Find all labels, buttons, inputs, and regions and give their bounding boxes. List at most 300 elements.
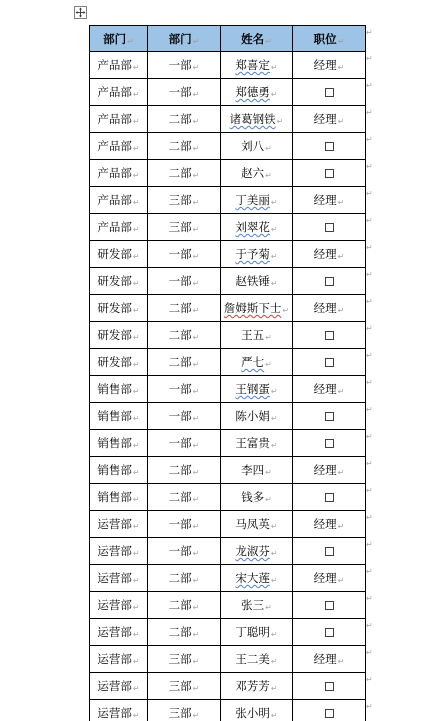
paragraph-mark-icon: ↵ bbox=[132, 360, 140, 369]
checkbox-icon bbox=[325, 358, 334, 367]
paragraph-mark-icon: ↵ bbox=[192, 603, 200, 612]
group-cell-text: 一部 bbox=[168, 274, 192, 288]
paragraph-mark-icon: ↵ bbox=[265, 603, 272, 612]
group-cell-text: 一部 bbox=[168, 247, 192, 261]
paragraph-mark-icon: ↵ bbox=[192, 279, 200, 288]
group-cell-text: 三部 bbox=[168, 706, 192, 720]
paragraph-mark-icon: ↵ bbox=[192, 441, 200, 450]
title-cell[interactable] bbox=[293, 538, 366, 565]
paragraph-mark-icon: ↵ bbox=[265, 495, 272, 504]
paragraph-mark-icon: ↵ bbox=[270, 549, 278, 558]
group-cell-text: 三部 bbox=[168, 679, 192, 693]
name-cell[interactable] bbox=[221, 457, 293, 484]
title-cell[interactable] bbox=[293, 106, 366, 133]
dept-cell-text: 产品部 bbox=[97, 166, 132, 180]
paragraph-mark-icon: ↵ bbox=[192, 576, 200, 585]
group-cell-text: 二部 bbox=[168, 328, 192, 342]
group-cell-text: 三部 bbox=[168, 220, 192, 234]
name-cell-text: 赵铁锤 bbox=[235, 274, 270, 288]
name-cell-text: 郑喜定 bbox=[235, 58, 270, 72]
name-cell-text: 钱多 bbox=[241, 490, 265, 504]
paragraph-mark-icon: ↵ bbox=[192, 171, 200, 180]
group-cell-text: 二部 bbox=[168, 112, 192, 126]
name-cell-text: 丁聪明 bbox=[235, 625, 270, 639]
title-cell-text: 经理 bbox=[313, 571, 337, 585]
name-cell[interactable] bbox=[221, 592, 293, 619]
table-row bbox=[90, 322, 366, 349]
group-cell-text: 三部 bbox=[168, 652, 192, 666]
paragraph-mark-icon: ↵ bbox=[265, 171, 272, 180]
paragraph-mark-icon: ↵ bbox=[337, 468, 345, 477]
name-cell[interactable] bbox=[221, 187, 293, 214]
paragraph-mark-icon: ↵ bbox=[270, 711, 278, 720]
paragraph-mark-icon: ↵ bbox=[337, 36, 345, 46]
checkbox-icon bbox=[325, 547, 334, 556]
paragraph-mark-icon: ↵ bbox=[132, 171, 140, 180]
dept-cell[interactable] bbox=[90, 619, 148, 646]
row-end-mark-icon: ↵ bbox=[366, 620, 373, 630]
name-cell[interactable] bbox=[221, 322, 293, 349]
group-cell-text: 二部 bbox=[168, 598, 192, 612]
title-cell[interactable] bbox=[293, 322, 366, 349]
paragraph-mark-icon: ↵ bbox=[132, 252, 140, 261]
checkbox-icon bbox=[325, 88, 334, 97]
header-cell-dept[interactable] bbox=[90, 26, 148, 52]
title-cell[interactable] bbox=[293, 79, 366, 106]
name-cell-text: 龙淑芬 bbox=[235, 544, 270, 558]
name-cell[interactable] bbox=[221, 133, 293, 160]
row-end-mark-icon: ↵ bbox=[366, 593, 373, 603]
name-cell-text: 于予菊 bbox=[235, 247, 270, 261]
table-row bbox=[90, 484, 366, 511]
paragraph-mark-icon: ↵ bbox=[270, 252, 278, 261]
dept-cell[interactable] bbox=[90, 79, 148, 106]
dept-cell-text: 研发部 bbox=[97, 328, 132, 342]
paragraph-mark-icon: ↵ bbox=[132, 387, 140, 396]
name-cell-text: 张小明 bbox=[235, 706, 270, 720]
paragraph-mark-icon: ↵ bbox=[132, 603, 140, 612]
table-row bbox=[90, 457, 366, 484]
checkbox-icon bbox=[325, 439, 334, 448]
dept-cell[interactable] bbox=[90, 457, 148, 484]
name-cell-text: 陈小娟 bbox=[235, 409, 270, 423]
name-cell-text: 诸葛钢铁 bbox=[229, 112, 276, 126]
dept-cell[interactable] bbox=[90, 322, 148, 349]
group-cell-text: 二部 bbox=[168, 355, 192, 369]
group-cell-text: 一部 bbox=[168, 436, 192, 450]
paragraph-mark-icon: ↵ bbox=[192, 63, 200, 72]
dept-cell-text: 研发部 bbox=[97, 274, 132, 288]
group-cell[interactable] bbox=[148, 133, 221, 160]
checkbox-icon bbox=[325, 601, 334, 610]
table-row bbox=[90, 565, 366, 592]
dept-cell[interactable] bbox=[90, 268, 148, 295]
table-row bbox=[90, 52, 366, 79]
dept-cell[interactable] bbox=[90, 133, 148, 160]
checkbox-icon bbox=[325, 682, 334, 691]
group-cell[interactable] bbox=[148, 376, 221, 403]
paragraph-mark-icon: ↵ bbox=[192, 117, 200, 126]
dept-cell[interactable] bbox=[90, 52, 148, 79]
name-cell[interactable] bbox=[221, 484, 293, 511]
paragraph-mark-icon: ↵ bbox=[132, 522, 140, 531]
row-end-mark-icon: ↵ bbox=[366, 647, 373, 657]
header-cell-name[interactable] bbox=[221, 26, 293, 52]
checkbox-icon bbox=[325, 277, 334, 286]
employee-table bbox=[89, 25, 366, 721]
paragraph-mark-icon: ↵ bbox=[270, 441, 278, 450]
group-cell[interactable] bbox=[148, 187, 221, 214]
paragraph-mark-icon: ↵ bbox=[270, 63, 278, 72]
name-cell[interactable] bbox=[221, 619, 293, 646]
group-cell[interactable] bbox=[148, 430, 221, 457]
table-row bbox=[90, 187, 366, 214]
group-cell[interactable] bbox=[148, 538, 221, 565]
group-cell-text: 一部 bbox=[168, 517, 192, 531]
name-cell[interactable] bbox=[221, 214, 293, 241]
title-cell-text: 经理 bbox=[313, 517, 337, 531]
group-cell-text: 二部 bbox=[168, 571, 192, 585]
name-cell[interactable] bbox=[221, 700, 293, 721]
table-row bbox=[90, 349, 366, 376]
paragraph-mark-icon: ↵ bbox=[337, 117, 345, 126]
group-cell-text: 二部 bbox=[168, 166, 192, 180]
paragraph-mark-icon: ↵ bbox=[132, 441, 140, 450]
name-cell[interactable] bbox=[221, 295, 293, 322]
paragraph-mark-icon: ↵ bbox=[132, 63, 140, 72]
title-cell[interactable] bbox=[293, 295, 366, 322]
paragraph-mark-icon: ↵ bbox=[270, 414, 278, 423]
paragraph-mark-icon: ↵ bbox=[337, 252, 345, 261]
name-cell-text: 赵六 bbox=[241, 166, 265, 180]
dept-cell-text: 研发部 bbox=[97, 301, 132, 315]
paragraph-mark-icon: ↵ bbox=[192, 387, 200, 396]
row-end-mark-icon: ↵ bbox=[366, 431, 373, 441]
paragraph-mark-icon: ↵ bbox=[192, 522, 200, 531]
table-row bbox=[90, 214, 366, 241]
group-cell[interactable] bbox=[148, 700, 221, 721]
dept-cell[interactable] bbox=[90, 376, 148, 403]
group-cell[interactable] bbox=[148, 106, 221, 133]
title-cell[interactable] bbox=[293, 241, 366, 268]
paragraph-mark-icon: ↵ bbox=[270, 279, 278, 288]
name-cell-text: 王二美 bbox=[235, 652, 270, 666]
table-row bbox=[90, 403, 366, 430]
group-cell[interactable] bbox=[148, 619, 221, 646]
paragraph-mark-icon: ↵ bbox=[270, 198, 278, 207]
dept-cell[interactable] bbox=[90, 565, 148, 592]
name-cell-text: 王钢蛋 bbox=[235, 382, 270, 396]
row-end-mark-icon: ↵ bbox=[366, 674, 373, 684]
name-cell[interactable] bbox=[221, 349, 293, 376]
paragraph-mark-icon: ↵ bbox=[132, 279, 140, 288]
title-cell[interactable] bbox=[293, 511, 366, 538]
dept-cell[interactable] bbox=[90, 214, 148, 241]
checkbox-icon bbox=[325, 142, 334, 151]
paragraph-mark-icon: ↵ bbox=[192, 711, 200, 720]
group-cell[interactable] bbox=[148, 646, 221, 673]
name-cell[interactable] bbox=[221, 538, 293, 565]
paragraph-mark-icon: ↵ bbox=[265, 144, 272, 153]
checkbox-icon bbox=[325, 493, 334, 502]
paragraph-mark-icon: ↵ bbox=[192, 252, 200, 261]
title-cell-text: 经理 bbox=[313, 247, 337, 261]
name-cell[interactable] bbox=[221, 79, 293, 106]
row-end-mark-icon: ↵ bbox=[366, 134, 373, 144]
name-cell[interactable] bbox=[221, 430, 293, 457]
title-cell[interactable] bbox=[293, 592, 366, 619]
checkbox-icon bbox=[325, 709, 334, 718]
group-cell-text: 一部 bbox=[168, 58, 192, 72]
checkbox-icon bbox=[325, 331, 334, 340]
table-row bbox=[90, 511, 366, 538]
paragraph-mark-icon: ↵ bbox=[132, 306, 140, 315]
name-cell[interactable] bbox=[221, 52, 293, 79]
title-cell[interactable] bbox=[293, 430, 366, 457]
table-row bbox=[90, 160, 366, 187]
table-row bbox=[90, 268, 366, 295]
name-cell[interactable] bbox=[221, 241, 293, 268]
title-cell[interactable] bbox=[293, 268, 366, 295]
dept-cell-text: 产品部 bbox=[97, 220, 132, 234]
table-row bbox=[90, 106, 366, 133]
paragraph-mark-icon: ↵ bbox=[132, 657, 140, 666]
group-cell[interactable] bbox=[148, 403, 221, 430]
name-cell-text: 张三 bbox=[241, 598, 265, 612]
table-row bbox=[90, 430, 366, 457]
dept-cell-text: 运营部 bbox=[97, 517, 132, 531]
header-label: 部门 bbox=[168, 31, 192, 46]
paragraph-mark-icon: ↵ bbox=[132, 414, 140, 423]
checkbox-icon bbox=[325, 628, 334, 637]
dept-cell-text: 产品部 bbox=[97, 85, 132, 99]
dept-cell[interactable] bbox=[90, 241, 148, 268]
table-header-row bbox=[90, 26, 366, 52]
header-cell-group[interactable] bbox=[148, 26, 221, 52]
row-end-mark-icon: ↵ bbox=[366, 80, 373, 90]
title-cell-text: 经理 bbox=[313, 112, 337, 126]
paragraph-mark-icon: ↵ bbox=[192, 306, 200, 315]
paragraph-mark-icon: ↵ bbox=[132, 495, 140, 504]
name-cell-text: 刘八 bbox=[241, 139, 265, 153]
title-cell-text: 经理 bbox=[313, 652, 337, 666]
group-cell[interactable] bbox=[148, 268, 221, 295]
header-cell-title[interactable] bbox=[293, 26, 366, 52]
group-cell-text: 三部 bbox=[168, 193, 192, 207]
row-end-mark-icon: ↵ bbox=[366, 107, 373, 117]
row-end-mark-icon: ↵ bbox=[366, 404, 373, 414]
paragraph-mark-icon: ↵ bbox=[192, 684, 200, 693]
name-cell-text: 丁美丽 bbox=[235, 193, 270, 207]
name-cell-text: 刘翠花 bbox=[235, 220, 270, 234]
dept-cell[interactable] bbox=[90, 673, 148, 700]
title-cell[interactable] bbox=[293, 187, 366, 214]
dept-cell[interactable] bbox=[90, 160, 148, 187]
dept-cell-text: 运营部 bbox=[97, 706, 132, 720]
group-cell[interactable] bbox=[148, 511, 221, 538]
paragraph-mark-icon: ↵ bbox=[192, 36, 200, 46]
name-cell[interactable] bbox=[221, 106, 293, 133]
name-cell[interactable] bbox=[221, 646, 293, 673]
table-row bbox=[90, 133, 366, 160]
dept-cell-text: 运营部 bbox=[97, 544, 132, 558]
paragraph-mark-icon: ↵ bbox=[132, 198, 140, 207]
paragraph-mark-icon: ↵ bbox=[337, 306, 345, 315]
table-row bbox=[90, 79, 366, 106]
title-cell[interactable] bbox=[293, 484, 366, 511]
title-cell[interactable] bbox=[293, 619, 366, 646]
name-cell-text: 邓芳芳 bbox=[235, 679, 270, 693]
checkbox-icon bbox=[325, 223, 334, 232]
title-cell-text: 经理 bbox=[313, 382, 337, 396]
group-cell-text: 二部 bbox=[168, 625, 192, 639]
title-cell[interactable] bbox=[293, 565, 366, 592]
dept-cell-text: 产品部 bbox=[97, 112, 132, 126]
group-cell[interactable] bbox=[148, 160, 221, 187]
name-cell-text: 郑德勇 bbox=[235, 85, 270, 99]
paragraph-mark-icon: ↵ bbox=[270, 387, 278, 396]
paragraph-mark-icon: ↵ bbox=[132, 225, 140, 234]
group-cell[interactable] bbox=[148, 241, 221, 268]
group-cell[interactable] bbox=[148, 565, 221, 592]
dept-cell[interactable] bbox=[90, 106, 148, 133]
group-cell[interactable] bbox=[148, 349, 221, 376]
group-cell[interactable] bbox=[148, 52, 221, 79]
paragraph-mark-icon: ↵ bbox=[337, 387, 345, 396]
group-cell[interactable] bbox=[148, 322, 221, 349]
group-cell[interactable] bbox=[148, 673, 221, 700]
checkbox-icon bbox=[325, 412, 334, 421]
dept-cell[interactable] bbox=[90, 646, 148, 673]
dept-cell[interactable] bbox=[90, 187, 148, 214]
paragraph-mark-icon: ↵ bbox=[337, 63, 345, 72]
title-cell[interactable] bbox=[293, 52, 366, 79]
paragraph-mark-icon: ↵ bbox=[132, 576, 140, 585]
name-cell[interactable] bbox=[221, 673, 293, 700]
table-row bbox=[90, 538, 366, 565]
paragraph-mark-icon: ↵ bbox=[192, 630, 200, 639]
dept-cell[interactable] bbox=[90, 538, 148, 565]
title-cell[interactable] bbox=[293, 700, 366, 721]
title-cell[interactable] bbox=[293, 457, 366, 484]
row-end-mark-icon: ↵ bbox=[366, 350, 373, 360]
paragraph-mark-icon: ↵ bbox=[132, 549, 140, 558]
paragraph-mark-icon: ↵ bbox=[265, 36, 272, 46]
row-end-mark-icon: ↵ bbox=[366, 53, 373, 63]
name-cell[interactable] bbox=[221, 403, 293, 430]
paragraph-mark-icon: ↵ bbox=[192, 90, 200, 99]
paragraph-mark-icon: ↵ bbox=[192, 549, 200, 558]
row-end-mark-icon: ↵ bbox=[366, 485, 373, 495]
paragraph-mark-icon: ↵ bbox=[132, 468, 140, 477]
name-cell-text: 詹姆斯下士 bbox=[223, 301, 282, 315]
row-end-mark-icon: ↵ bbox=[366, 701, 373, 711]
title-cell[interactable] bbox=[293, 160, 366, 187]
name-cell-text: 王五 bbox=[241, 328, 265, 342]
dept-cell[interactable] bbox=[90, 511, 148, 538]
row-end-mark-icon: ↵ bbox=[366, 323, 373, 333]
paragraph-mark-icon: ↵ bbox=[192, 657, 200, 666]
name-cell-text: 严七 bbox=[241, 355, 265, 369]
paragraph-mark-icon: ↵ bbox=[192, 144, 200, 153]
dept-cell-text: 运营部 bbox=[97, 679, 132, 693]
group-cell-text: 二部 bbox=[168, 139, 192, 153]
title-cell[interactable] bbox=[293, 376, 366, 403]
dept-cell[interactable] bbox=[90, 592, 148, 619]
name-cell[interactable] bbox=[221, 565, 293, 592]
name-cell-text: 王富贵 bbox=[235, 436, 270, 450]
name-cell[interactable] bbox=[221, 160, 293, 187]
paragraph-mark-icon: ↵ bbox=[276, 117, 284, 126]
title-cell-text: 经理 bbox=[313, 463, 337, 477]
row-end-mark-icon: ↵ bbox=[366, 458, 373, 468]
dept-cell[interactable] bbox=[90, 484, 148, 511]
dept-cell[interactable] bbox=[90, 700, 148, 721]
title-cell[interactable] bbox=[293, 646, 366, 673]
row-end-mark-icon: ↵ bbox=[366, 566, 373, 576]
dept-cell[interactable] bbox=[90, 430, 148, 457]
dept-cell[interactable] bbox=[90, 295, 148, 322]
table-row bbox=[90, 376, 366, 403]
paragraph-mark-icon: ↵ bbox=[192, 495, 200, 504]
row-end-mark-icon: ↵ bbox=[366, 269, 373, 279]
row-end-mark-icon: ↵ bbox=[366, 161, 373, 171]
group-cell[interactable] bbox=[148, 295, 221, 322]
title-cell[interactable] bbox=[293, 673, 366, 700]
group-cell[interactable] bbox=[148, 79, 221, 106]
name-cell[interactable] bbox=[221, 511, 293, 538]
paragraph-mark-icon: ↵ bbox=[265, 333, 272, 342]
paragraph-mark-icon: ↵ bbox=[132, 144, 140, 153]
paragraph-mark-icon: ↵ bbox=[192, 225, 200, 234]
header-label: 姓名 bbox=[241, 31, 265, 46]
dept-cell[interactable] bbox=[90, 403, 148, 430]
paragraph-mark-icon: ↵ bbox=[282, 306, 290, 315]
group-cell[interactable] bbox=[148, 214, 221, 241]
dept-cell-text: 研发部 bbox=[97, 355, 132, 369]
paragraph-mark-icon: ↵ bbox=[265, 360, 272, 369]
paragraph-mark-icon: ↵ bbox=[132, 684, 140, 693]
paragraph-mark-icon: ↵ bbox=[270, 684, 278, 693]
title-cell-text: 经理 bbox=[313, 301, 337, 315]
paragraph-mark-icon: ↵ bbox=[127, 36, 134, 46]
group-cell[interactable] bbox=[148, 484, 221, 511]
paragraph-mark-icon: ↵ bbox=[270, 522, 278, 531]
title-cell[interactable] bbox=[293, 214, 366, 241]
dept-cell-text: 销售部 bbox=[97, 436, 132, 450]
group-cell[interactable] bbox=[148, 457, 221, 484]
dept-cell-text: 产品部 bbox=[97, 193, 132, 207]
paragraph-mark-icon: ↵ bbox=[337, 198, 345, 207]
title-cell[interactable] bbox=[293, 349, 366, 376]
group-cell[interactable] bbox=[148, 592, 221, 619]
title-cell[interactable] bbox=[293, 403, 366, 430]
group-cell-text: 二部 bbox=[168, 463, 192, 477]
name-cell-text: 马凤英 bbox=[235, 517, 270, 531]
table-row bbox=[90, 673, 366, 700]
title-cell[interactable] bbox=[293, 133, 366, 160]
row-end-mark-icon: ↵ bbox=[366, 215, 373, 225]
paragraph-mark-icon: ↵ bbox=[192, 414, 200, 423]
dept-cell[interactable] bbox=[90, 349, 148, 376]
row-end-mark-icon: ↵ bbox=[366, 539, 373, 549]
table-move-handle-icon[interactable] bbox=[74, 6, 87, 19]
name-cell[interactable] bbox=[221, 268, 293, 295]
paragraph-mark-icon: ↵ bbox=[192, 468, 200, 477]
name-cell-text: 宋大莲 bbox=[235, 571, 270, 585]
name-cell[interactable] bbox=[221, 376, 293, 403]
group-cell-text: 二部 bbox=[168, 490, 192, 504]
